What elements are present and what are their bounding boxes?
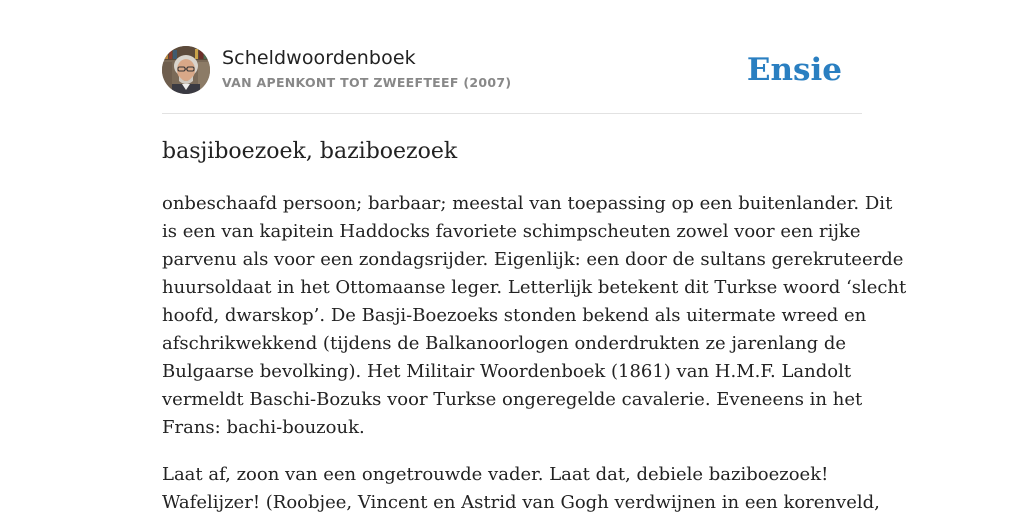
brand-logo[interactable]: Ensie [746, 52, 842, 88]
entry-definition [162, 190, 907, 512]
header-divider [162, 113, 862, 114]
source-header [162, 46, 862, 96]
paragraph-line: Bulgaarse bevolking). Het Militair Woordenboek (1861) van H.M.F. Landolt [162, 361, 852, 382]
example-line: Laat af, zoon van een ongetrouwde vader. Laat dat, debiele baziboezoek! [162, 464, 829, 485]
example-line: Wafelijzer! (Roobjee, Vincent en Astrid van Gogh verdwijnen in een korenveld, [162, 492, 880, 512]
paragraph-line: Frans: bachi-bouzouk. [162, 417, 365, 438]
paragraph-line: parvenu als voor een zondagsrijder. Eigenlijk: een door de sultans gerekruteerde [162, 249, 904, 270]
paragraph-line: onbeschaafd persoon; barbaar; meestal van toepassing op een buitenlander. Dit [162, 193, 893, 214]
paragraph-line: is een van kapitein Haddocks favoriete schimpscheuten zowel voor een rijke [162, 221, 861, 242]
author-avatar[interactable] [162, 46, 210, 94]
paragraph-line: huursoldaat in het Ottomaanse leger. Letterlijk betekent dit Turkse woord ‘slecht [162, 277, 907, 298]
source-title[interactable]: Scheldwoordenboek [222, 47, 416, 69]
paragraph-line: afschrikwekkend (tijdens de Balkanoorlogen onderdrukten ze jarenlang de [162, 333, 847, 354]
entry-title: basjiboezoek, baziboezoek [162, 139, 458, 164]
source-subtitle: VAN APENKONT TOT ZWEEFTEEF (2007) [222, 75, 512, 90]
paragraph-line: hoofd, dwarskop’. De Basji-Boezoeks stonden bekend als uitermate wreed en [162, 305, 867, 326]
paragraph-spacer [162, 442, 862, 461]
author-portrait-icon [162, 46, 210, 94]
paragraph-line: vermeldt Baschi-Bozuks voor Turkse ongeregelde cavalerie. Eveneens in het [162, 389, 863, 410]
